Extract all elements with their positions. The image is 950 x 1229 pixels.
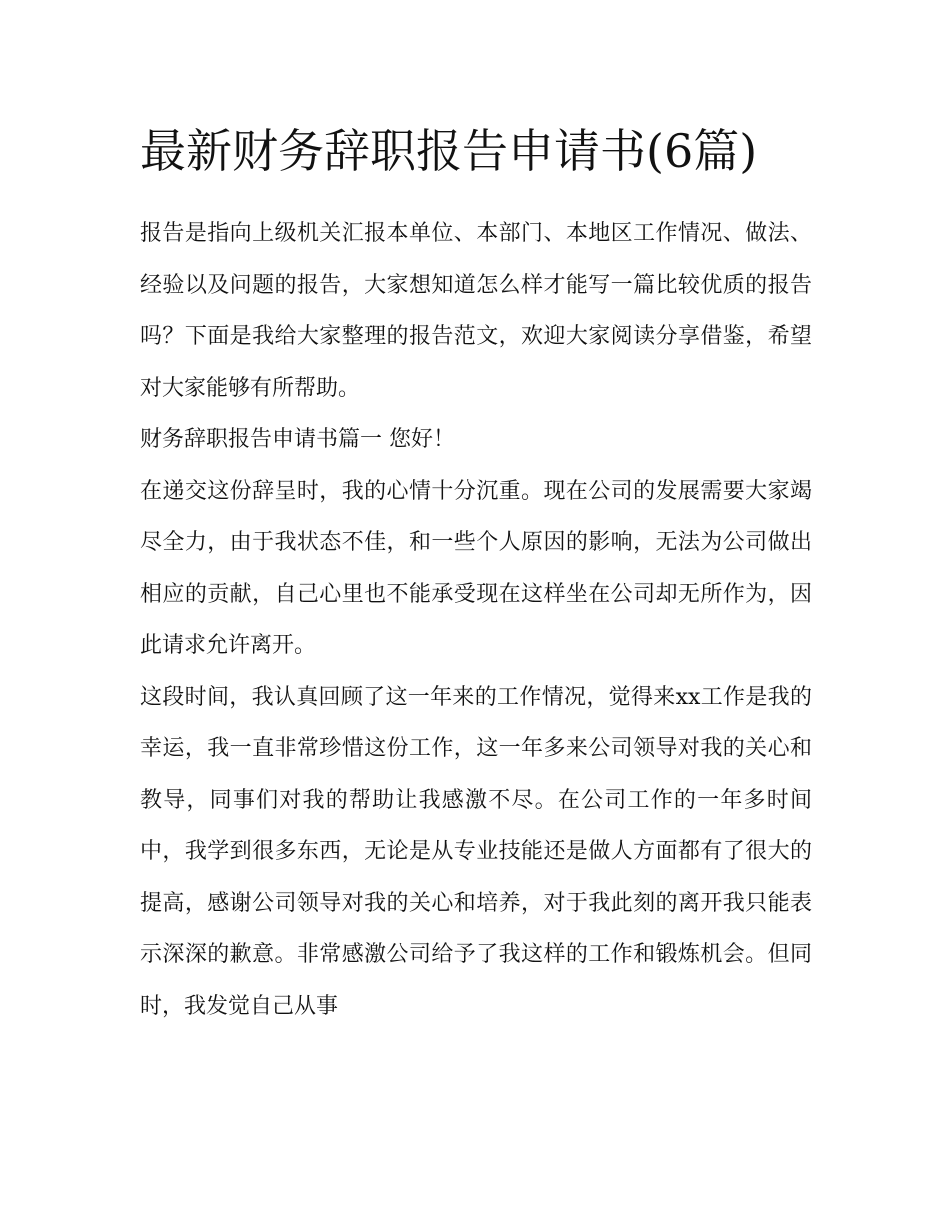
document-body [140, 112, 812, 1032]
intro-paragraph: 报告是指向上级机关汇报本单位、本部门、本地区工作情况、做法、经验以及问题的报告，大家想知道怎么样才能写一篇比较优质的报告吗？下面是我给大家整理的报告范文，欢迎大家阅读分享借鉴，希望对大家能够有所帮助。 [140, 221, 812, 401]
document-title: 最新财务辞职报告申请书(6篇) [140, 124, 758, 178]
body-paragraph-2: 这段时间，我认真回顾了这一年来的工作情况，觉得来xx工作是我的幸运，我一直非常珍惜这份工作，这一年多来公司领导对我的关心和教导，同事们对我的帮助让我感激不尽。在公司工作的一年多时间中，我学到很多东西，无论是从专业技能还是做人方面都有了很大的提高，感谢公司领导对我的关心和培养，对于我此刻的离开我只能表示深深的歉意。非常感激公司给予了我这样的工作和锻炼机会。但同时，我发觉自己从事 [140, 684, 812, 1019]
section-heading-paragraph: 财务辞职报告申请书篇一 您好！ [140, 427, 455, 452]
body-paragraph-1: 在递交这份辞呈时，我的心情十分沉重。现在公司的发展需要大家竭尽全力，由于我状态不佳，和一些个人原因的影响，无法为公司做出相应的贡献，自己心里也不能承受现在这样坐在公司却无所作为，因此请求允许离开。 [140, 478, 812, 658]
